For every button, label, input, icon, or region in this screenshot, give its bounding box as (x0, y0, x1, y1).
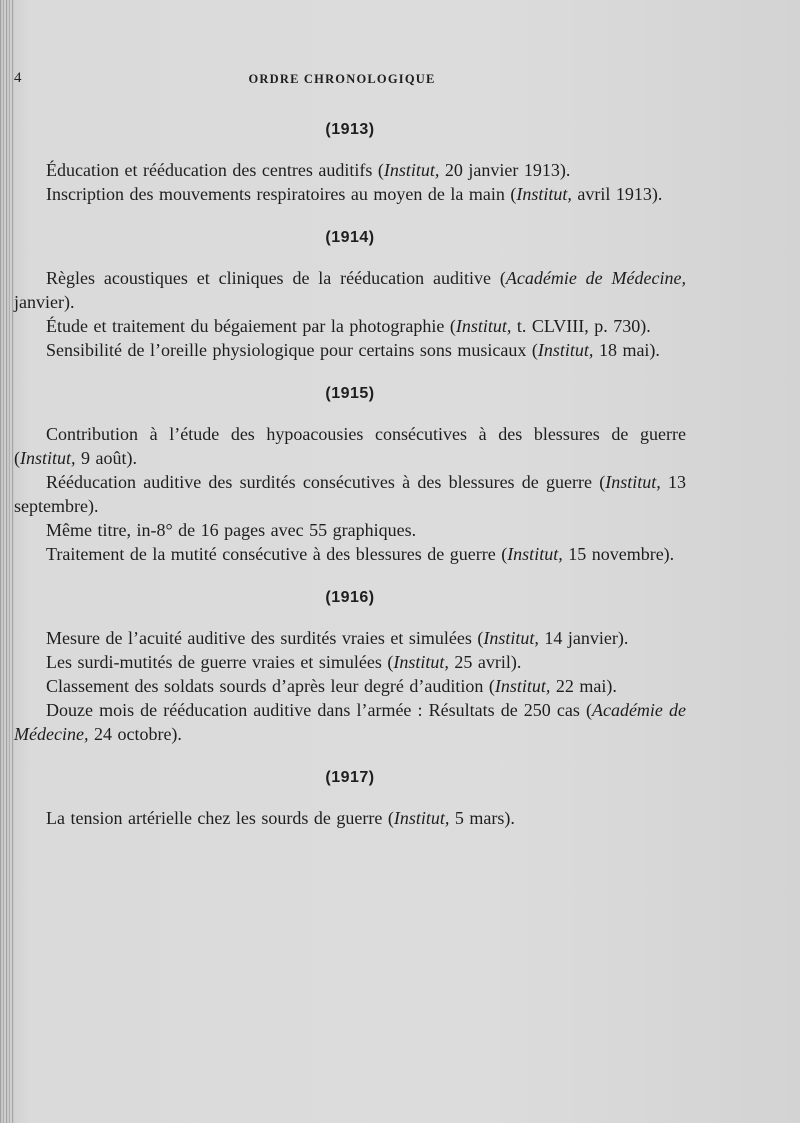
year-heading: (1914) (325, 229, 375, 246)
year-heading: (1915) (325, 385, 375, 402)
chronological-list (14, 118, 686, 830)
entry-date: 14 janvier). (538, 628, 629, 648)
entry-source: Institut, (507, 544, 563, 564)
section-spacer (14, 746, 686, 766)
publication-entry (14, 422, 686, 470)
entry-date: avril 1913). (571, 184, 663, 204)
running-title: ORDRE CHRONOLOGIQUE (248, 72, 436, 86)
entry-date: janvier). (14, 292, 75, 312)
publication-entry (14, 806, 686, 830)
entry-source: Académie de Médecine, (14, 700, 686, 744)
section-spacer (14, 362, 686, 382)
entry-title: La tension artérielle chez les sourds de guerre ( (46, 808, 394, 828)
publication-entry (14, 266, 686, 314)
entry-source: Institut, (393, 808, 450, 828)
section-spacer (14, 566, 686, 586)
year-section (14, 362, 686, 566)
publication-entry (14, 158, 686, 182)
binding-edge (0, 0, 14, 1123)
page-header (0, 70, 800, 90)
entry-date: 13 septembre). (14, 472, 687, 516)
entry-title: Règles acoustiques et cliniques de la rééducation auditive ( (46, 268, 506, 288)
entry-title: Traitement de la mutité consécutive à des blessures de guerre ( (46, 544, 508, 564)
year-section (14, 206, 686, 362)
heading-spacer (14, 142, 686, 158)
year-heading: (1917) (325, 769, 375, 786)
entry-source: Académie de Médecine, (505, 268, 686, 288)
entry-source: Institut, (605, 472, 661, 492)
entry-title: Rééducation auditive des surdités consécutives à des blessures de guerre ( (46, 472, 606, 492)
publication-entry (14, 314, 686, 338)
publication-entry (14, 338, 686, 362)
entry-date: 5 mars). (449, 808, 515, 828)
heading-spacer (14, 610, 686, 626)
entry-date: 9 août). (75, 448, 137, 468)
year-section (14, 118, 686, 206)
entry-date: 25 avril). (448, 652, 522, 672)
entry-date: 24 octobre). (88, 724, 182, 744)
entry-title: Étude et traitement du bégaiement par la photographie ( (46, 316, 456, 336)
entry-source: Institut, (20, 448, 76, 468)
page-number: 4 (14, 70, 22, 86)
publication-entry (14, 674, 686, 698)
section-spacer (14, 206, 686, 226)
entry-source: Institut, (455, 316, 512, 336)
entry-source: Institut, (383, 160, 440, 180)
heading-spacer (14, 406, 686, 422)
entry-date: 20 janvier 1913). (439, 160, 571, 180)
entry-source: Institut, (483, 628, 539, 648)
publication-entry (14, 542, 686, 566)
year-heading: (1916) (325, 589, 375, 606)
entry-title: Inscription des mouvements respiratoires au moyen de la main ( (46, 184, 517, 204)
entry-source: Institut, (393, 652, 449, 672)
publication-entry (14, 650, 686, 674)
entry-date: t. CLVIII, p. 730). (511, 316, 651, 336)
publication-entry (14, 698, 686, 746)
publication-entry (14, 518, 686, 542)
entry-source: Institut, (537, 340, 594, 360)
publication-entry (14, 470, 686, 518)
heading-spacer (14, 250, 686, 266)
entry-title: Douze mois de rééducation auditive dans l’armée : Résultats de 250 cas ( (46, 700, 592, 720)
entry-date: 22 mai). (550, 676, 617, 696)
heading-spacer (14, 790, 686, 806)
entry-date: 18 mai). (593, 340, 660, 360)
year-heading: (1913) (325, 121, 375, 138)
year-section (14, 566, 686, 746)
entry-title: Mesure de l’acuité auditive des surdités vraies et simulées ( (46, 628, 484, 648)
entry-title: Contribution à l’étude des hypoacousies consécutives à des blessures de guerre ( (14, 424, 686, 468)
entry-title: Classement des soldats sourds d’après leur degré d’audition ( (46, 676, 495, 696)
entry-title: Éducation et rééducation des centres auditifs ( (46, 160, 384, 180)
entry-source: Institut, (516, 184, 572, 204)
entry-title: Même titre, in-8° de 16 pages avec 55 graphiques. (46, 520, 417, 540)
publication-entry (14, 182, 686, 206)
entry-title: Sensibilité de l’oreille physiologique pour certains sons musicaux ( (46, 340, 538, 360)
year-section (14, 746, 686, 830)
publication-entry (14, 626, 686, 650)
entry-date: 15 novembre). (562, 544, 675, 564)
entry-source: Institut, (494, 676, 551, 696)
entry-title: Les surdi-mutités de guerre vraies et simulées ( (46, 652, 394, 672)
